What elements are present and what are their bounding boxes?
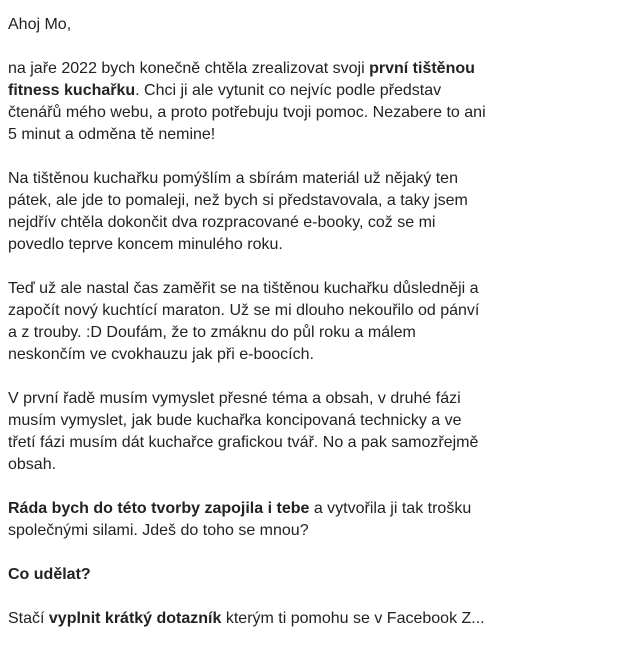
paragraph-invitation <box>8 498 488 542</box>
intro-bold-cookbook: první tištěnou fitness kuchařku <box>8 60 475 99</box>
paragraph-instructions <box>8 608 488 630</box>
intro-text-start: na jaře 2022 bych konečně chtěla zrealizovat svoji <box>8 60 370 77</box>
greeting: Ahoj Mo, <box>8 16 72 33</box>
intro-text-end: . Chci ji ale vytunit co nejvíc podle představ čtenářů mého webu, a proto potřebuju tvoji pomoc. Nezabere to ani 5 minut a odměna tě nemine! <box>8 82 486 143</box>
invitation-text: a vytvořila ji tak trošku společnými silami. Jdeš do toho se mnou? <box>8 500 472 539</box>
instructions-text-start: Stačí <box>8 610 49 627</box>
instructions-text-end: kterým ti pomohu se v Facebook Z... <box>221 610 485 627</box>
paragraph-intro <box>8 58 488 146</box>
invitation-bold: Ráda bych do této tvorby zapojila i tebe <box>8 500 310 517</box>
instructions-bold: vyplnit krátký dotazník <box>48 610 222 627</box>
paragraph-background: Na tištěnou kuchařku pomýšlím a sbírám materiál už nějaký ten pátek, ale jde to pomaleji, než bych si představovala, a taky jsem nejdřív chtěla dokončit dva rozpracované e-booky, což se mi povedlo teprve koncem minulého roku. <box>8 170 468 253</box>
paragraph-phases: V první řadě musím vymyslet přesné téma a obsah, v druhé fázi musím vymyslet, jak bude kuchařka koncipovaná technicky a ve třetí fázi musím dát kuchařce grafickou tvář. No a pak samozřejmě obsah. <box>8 390 479 473</box>
paragraph-plan: Teď už ale nastal čas zaměřit se na tištěnou kuchařku důsledněji a započít nový kuchtící maraton. Už se mi dlouho nekouřilo od pánví a z trouby. :D Doufám, že to zmáknu do půl roku a málem neskončím ve cvokhauzu jak při e-boocích. <box>8 280 480 363</box>
section-heading-text: Co udělat? <box>8 566 91 583</box>
section-heading <box>8 564 488 586</box>
email-body <box>8 14 488 652</box>
